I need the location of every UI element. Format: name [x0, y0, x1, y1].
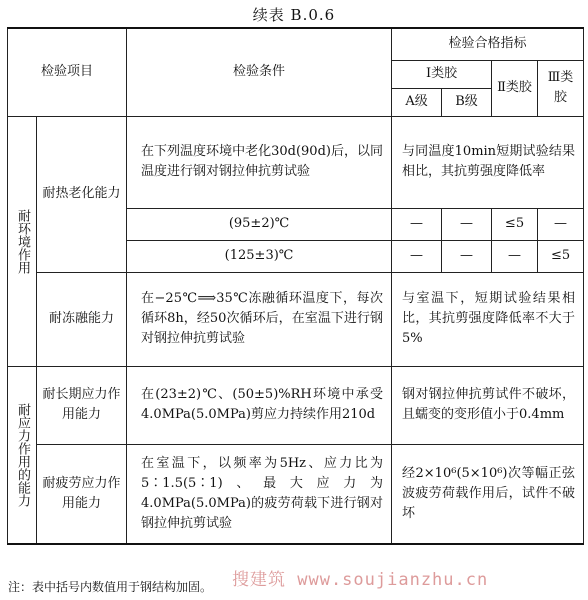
header-class2: Ⅱ类胶 [492, 60, 538, 116]
condition-fatigue-stress: 在室温下，以频率为5Hz、应力比为5∶1.5(5∶1)、最大应力为4.0MPa(5.0MPa)的疲劳荷载下进行钢对钢拉伸抗剪试验 [127, 444, 392, 544]
item-heat-aging: 耐热老化能力 [37, 116, 127, 272]
item-fatigue-stress: 耐疲劳应力作用能力 [37, 444, 127, 544]
table-row [8, 116, 584, 208]
condition-long-term-stress: 在(23±2)℃、(50±5)%RH环境中承受4.0MPa(5.0MPa)剪应力持续作用210d [127, 366, 392, 444]
table-title: 续表 B.0.6 [252, 6, 336, 24]
table-row [8, 272, 584, 366]
value-125-a: — [392, 240, 442, 272]
condition-freeze-thaw: 在−25℃⟹35℃冻融循环温度下，每次循环8h，经50次循环后，在室温下进行钢对钢拉伸抗剪试验 [127, 272, 392, 366]
value-95-class2: ≤5 [492, 208, 538, 240]
value-95-class3: — [538, 208, 584, 240]
condition-temp-95: (95±2)℃ [127, 208, 392, 240]
result-long-term-stress: 钢对钢拉伸抗剪试件不破坏，且蠕变的变形值小于0.4mm [392, 366, 584, 444]
spec-table [7, 27, 584, 545]
header-class3: Ⅲ类胶 [538, 60, 584, 116]
header-class1: Ⅰ类胶 [392, 60, 492, 88]
table-row [8, 444, 584, 544]
group-label-text: 耐应力作用的能力 [15, 402, 30, 507]
watermark: 搜建筑 www.soujianzhu.cn [232, 570, 489, 590]
item-freeze-thaw: 耐冻融能力 [37, 272, 127, 366]
header-item: 检验项目 [8, 28, 127, 116]
result-heat-aging: 与同温度10min短期试验结果相比，其抗剪强度降低率 [392, 116, 584, 208]
header-indicator: 检验合格指标 [392, 28, 584, 60]
table-note: 注：表中括号内数值用于钢结构加固。 [8, 580, 213, 594]
group-label-environment [8, 116, 37, 366]
header-row-1 [8, 28, 584, 60]
condition-heat-aging: 在下列温度环境中老化30d(90d)后，以同温度进行钢对钢拉伸抗剪试验 [127, 116, 392, 208]
group-label-text: 耐环境作用 [15, 208, 30, 274]
header-grade-a: A级 [392, 88, 442, 116]
value-95-a: — [392, 208, 442, 240]
value-125-class3: ≤5 [538, 240, 584, 272]
header-condition: 检验条件 [127, 28, 392, 116]
group-label-stress [8, 366, 37, 544]
item-long-term-stress: 耐长期应力作用能力 [37, 366, 127, 444]
table-row [8, 366, 584, 444]
condition-temp-125: (125±3)℃ [127, 240, 392, 272]
header-grade-b: B级 [442, 88, 492, 116]
value-95-b: — [442, 208, 492, 240]
value-125-class2: — [492, 240, 538, 272]
result-freeze-thaw: 与室温下，短期试验结果相比，其抗剪强度降低率不大于5% [392, 272, 584, 366]
result-fatigue-stress: 经2×10⁶(5×10⁶)次等幅正弦波疲劳荷载作用后，试件不破坏 [392, 444, 584, 544]
value-125-b: — [442, 240, 492, 272]
